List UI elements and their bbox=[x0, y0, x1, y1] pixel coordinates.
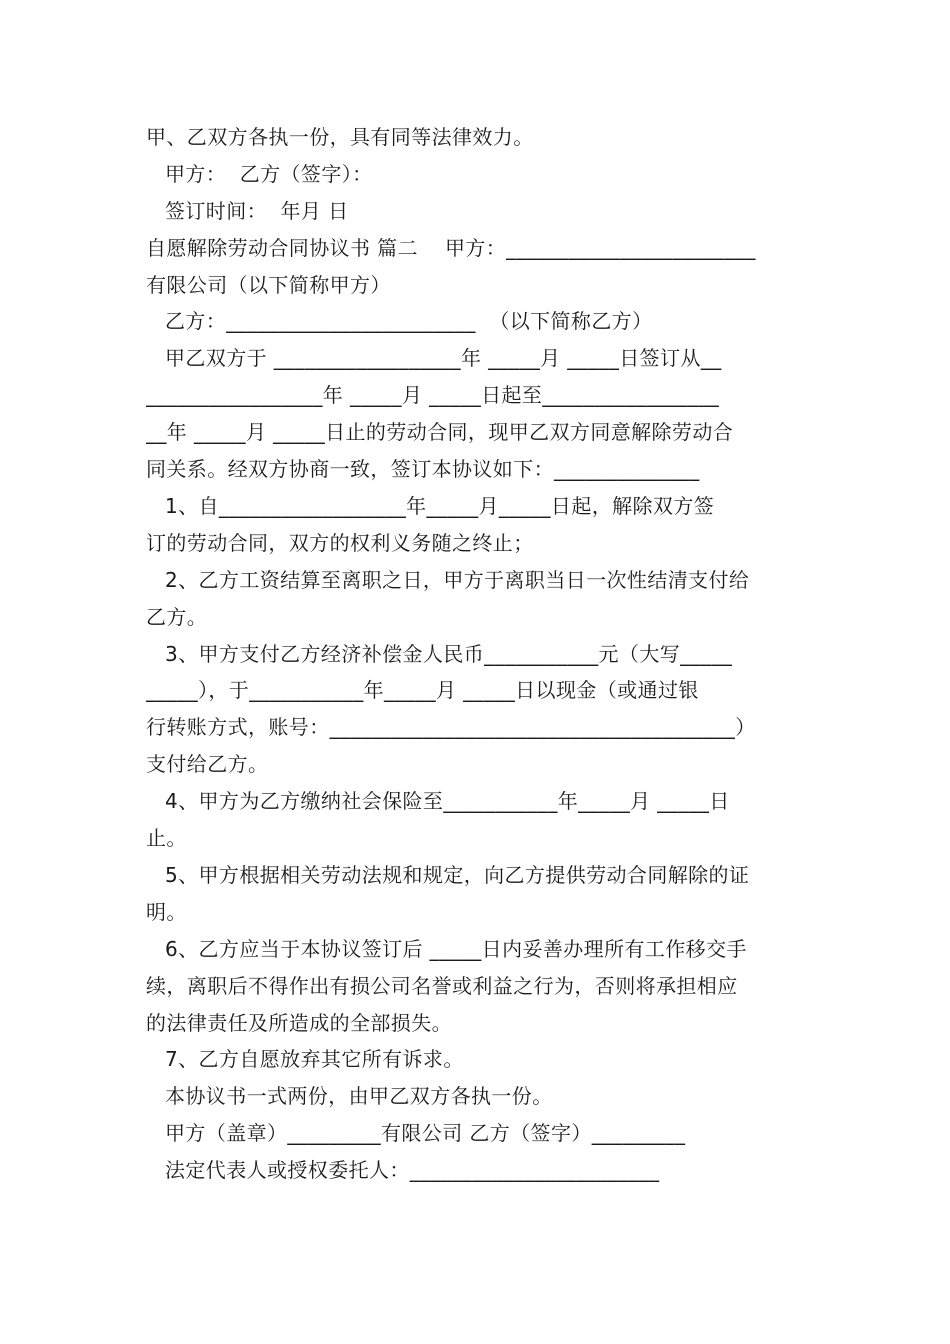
text-line: 行转账方式，账号：_______________________________________） bbox=[146, 715, 756, 739]
text-line: 签订时间： 年月 日 bbox=[165, 199, 349, 223]
text-line: 同关系。经双方协商一致，签订本协议如下：______________ bbox=[146, 457, 700, 481]
text-line: 订的劳动合同，双方的权利义务随之终止； bbox=[146, 531, 534, 555]
text-line: 4、甲方为乙方缴纳社会保险至___________年_____月 _____日 bbox=[165, 789, 730, 813]
text-line: 乙方。 bbox=[146, 605, 208, 629]
text-line: _____），于___________年_____月 _____日以现金（或通过银 bbox=[146, 678, 699, 702]
text-line: 甲方： 乙方（签字）： bbox=[165, 162, 373, 186]
text-line: 甲、乙双方各执一份，具有同等法律效力。 bbox=[146, 125, 534, 149]
text-line: 甲乙双方于 __________________年 _____月 _____日签订从__ bbox=[165, 346, 722, 370]
text-line: 明。 bbox=[146, 900, 187, 924]
text-line: 支付给乙方。 bbox=[146, 752, 269, 776]
text-line: 3、甲方支付乙方经济补偿金人民币___________元（大写_____ bbox=[165, 642, 733, 666]
text-line: 甲方（盖章）_________有限公司 乙方（签字）_________ bbox=[165, 1121, 686, 1145]
text-line: 自愿解除劳动合同协议书 篇二 甲方：________________________ bbox=[146, 236, 756, 260]
text-line: 2、乙方工资结算至离职之日，甲方于离职当日一次性结清支付给 bbox=[165, 568, 750, 592]
text-line: 5、甲方根据相关劳动法规和规定，向乙方提供劳动合同解除的证 bbox=[165, 863, 750, 887]
text-line: 7、乙方自愿放弃其它所有诉求。 bbox=[165, 1047, 464, 1071]
text-line: 1、自__________________年_____月_____日起，解除双方签 bbox=[165, 494, 715, 518]
text-line: 本协议书一式两份，由甲乙双方各执一份。 bbox=[165, 1084, 553, 1108]
text-line: 乙方：________________________ （以下简称乙方） bbox=[165, 309, 653, 333]
text-line: 6、乙方应当于本协议签订后 _____日内妥善办理所有工作移交手 bbox=[165, 937, 747, 961]
text-line: 续，离职后不得作出有损公司名誉或利益之行为，否则将承担相应 bbox=[146, 974, 738, 998]
text-line: _________________年 _____月 _____日起至_________________ bbox=[146, 383, 720, 407]
text-line: 有限公司（以下简称甲方） bbox=[146, 273, 391, 297]
text-line: 止。 bbox=[146, 826, 187, 850]
text-line: 法定代表人或授权委托人：________________________ bbox=[165, 1158, 660, 1182]
text-line: 的法律责任及所造成的全部损失。 bbox=[146, 1011, 452, 1035]
text-line: __年 _____月 _____日止的劳动合同，现甲乙双方同意解除劳动合 bbox=[146, 420, 734, 444]
